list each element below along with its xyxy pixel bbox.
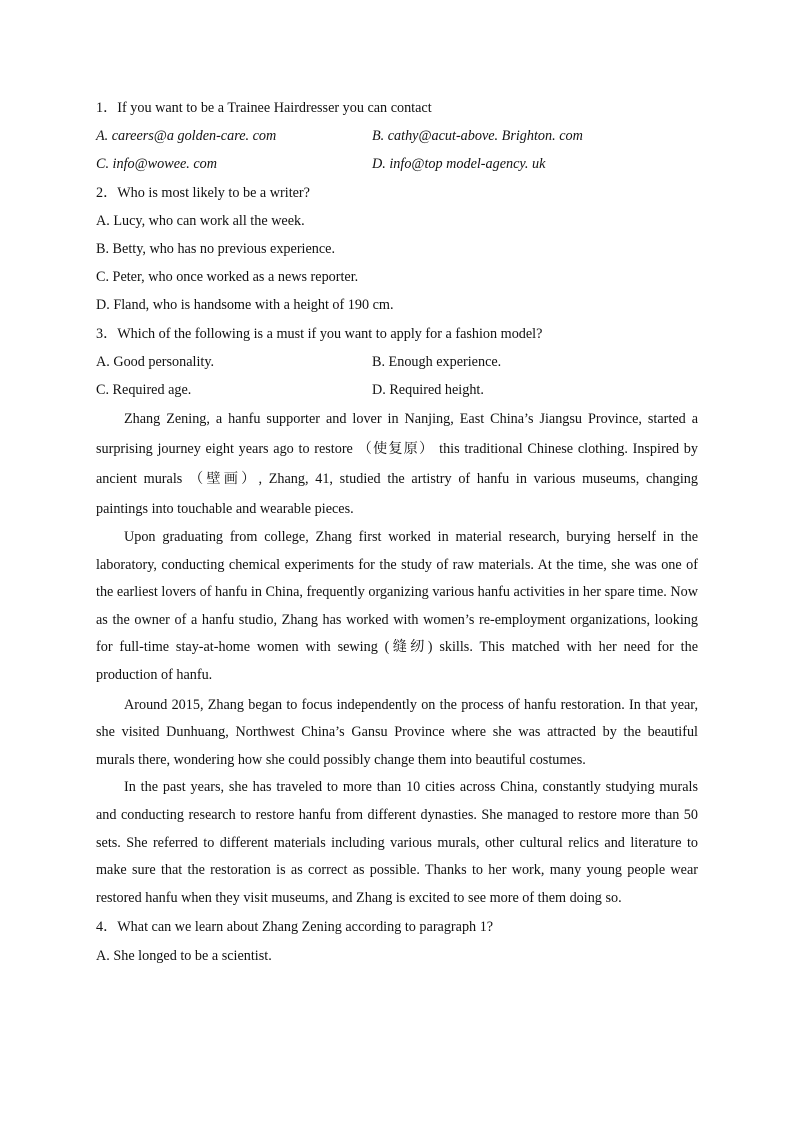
question-4-stem: 4．What can we learn about Zhang Zening according to paragraph 1? [96,919,494,936]
question-1-option-a: A. careers@a golden-care. com [96,128,277,145]
question-3-option-b: B. Enough experience. [372,353,502,370]
question-2-option-c: C. Peter, who once worked as a news reporter. [96,269,359,286]
question-1-options-row-1 [96,122,698,150]
question-1-option-b: B. cathy@acut-above. Brighton. com [372,128,583,145]
question-1-stem: 1．If you want to be a Trainee Hairdresser you can contact [96,100,432,116]
question-3-option-d: D. Required height. [372,381,484,398]
question-2-option-d: D. Fland, who is handsome with a height of 190 cm. [96,297,394,314]
passage-paragraph-1-text: Zhang Zening, a hanfu supporter and lover in Nanjing, East China’s Jiangsu Province, started a surprising journey eight years ago to restore （使复原） this traditional Chinese clothing. Inspired by ancient murals （壁画）, Zhang, 41, studied the artistry of hanfu in various museums, changing paintings into touchable and wearable pieces. [96,411,698,518]
passage-paragraph-3-text: Around 2015, Zhang began to focus independently on the process of hanfu restoration. In that year, she visited Dunhuang, Northwest China’s Gansu Province where she was attracted by the beautiful murals there, wondering how she could possibly change them into beautiful costumes. [96,696,698,768]
question-3-option-c: C. Required age. [96,381,192,398]
question-2-stem: 2．Who is most likely to be a writer? [96,184,310,201]
question-3-options-row-1 [96,348,698,376]
question-4-option-a: A. She longed to be a scientist. [96,947,272,964]
question-3-options-row-2 [96,376,698,404]
question-3-stem: 3．Which of the following is a must if you want to apply for a fashion model? [96,325,543,342]
question-1-option-d: D. info@top model-agency. uk [372,156,546,173]
passage-paragraph-4 [96,774,698,912]
question-1-option-c: C. info@wowee. com [96,156,218,173]
question-3-option-a: A. Good personality. [96,353,215,370]
document-page [96,94,698,970]
question-2-option-b: B. Betty, who has no previous experience. [96,240,336,257]
question-2-option-a: A. Lucy, who can work all the week. [96,212,305,229]
question-1-options-row-2 [96,150,698,178]
passage-paragraph-2-text: Upon graduating from college, Zhang first worked in material research, burying herself in the laboratory, conducting chemical experiments for the study of raw materials. At the time, she was one of the earliest lovers of hanfu in China, frequently organizing various hanfu activities in her spare time. Now as the owner of a hanfu studio, Zhang has worked with women’s re-employment organizations, looking for full-time stay-at-home women with sewing (缝纫) skills. This matched with her need for the production of hanfu. [96,529,698,684]
passage-paragraph-1 [96,404,698,524]
passage-paragraph-4-text: In the past years, she has traveled to more than 10 cities across China, constantly studying murals and conducting research to restore hanfu from different dynasties. She managed to restore more than 50 sets. She referred to different materials including various murals, other cultural relics and literature to make sure that the restoration is as correct as possible. Thanks to her work, many young people wear restored hanfu when they visit museums, and Zhang is excited to see more of them doing so. [96,779,698,906]
passage-paragraph-3 [96,692,698,775]
passage-paragraph-2 [96,524,698,690]
